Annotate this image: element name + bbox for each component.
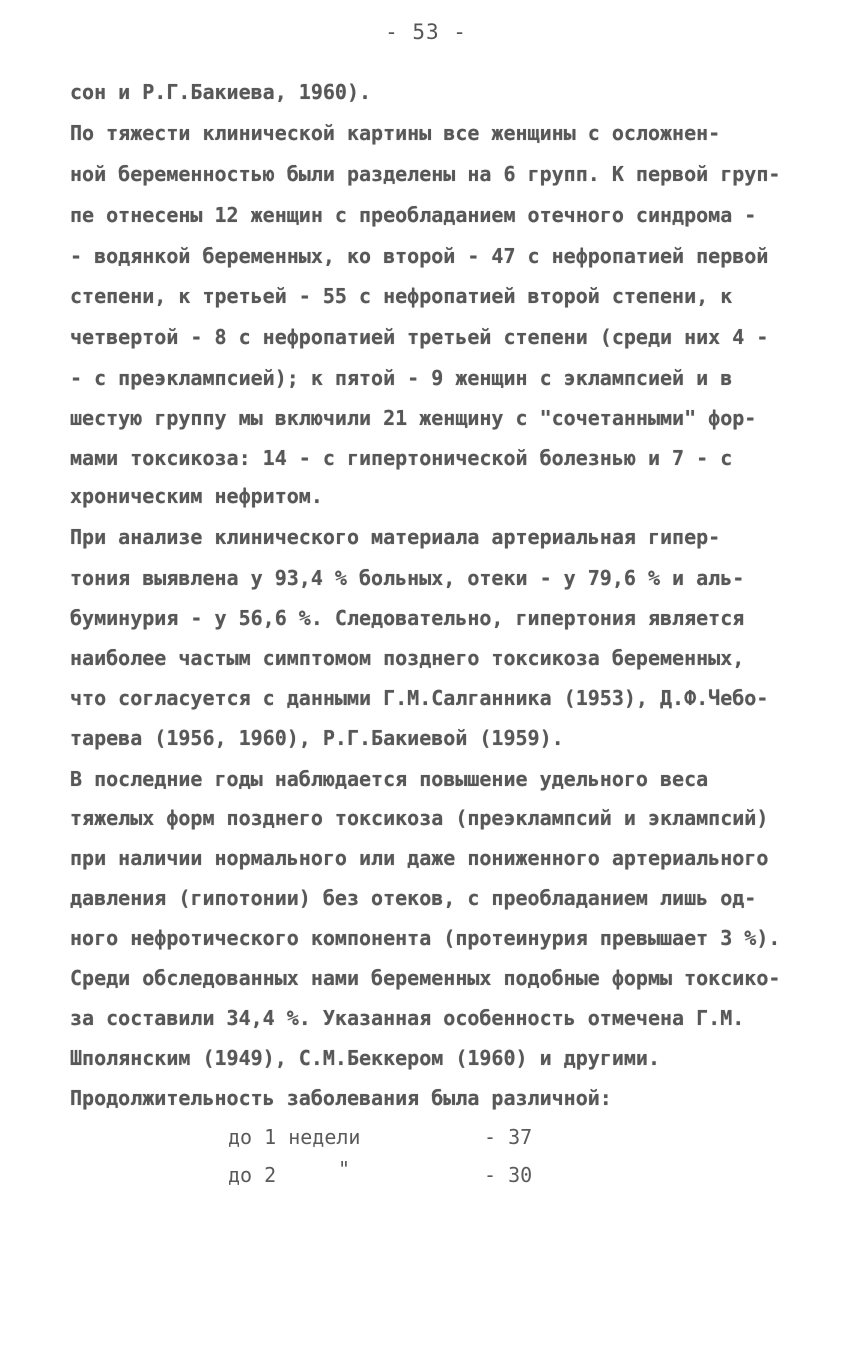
text-line: четвертой - 8 с нефропатией третьей степени (среди них 4 - bbox=[70, 325, 769, 349]
text-line: пе отнесены 12 женщин с преобладанием отечного синдрома - bbox=[70, 203, 757, 227]
text-line: тарева (1956, 1960), Р.Г.Бакиевой (1959). bbox=[70, 726, 564, 750]
text-line: при наличии нормального или даже пониженного артериального bbox=[70, 846, 769, 870]
page-number: - 53 - bbox=[385, 20, 467, 44]
text-line: - с преэклампсией); к пятой - 9 женщин с эклампсией и в bbox=[70, 366, 733, 390]
text-line: При анализе клинического материала артериальная гипер- bbox=[70, 525, 721, 549]
text-line: ного нефротического компонента (протеинурия превышает 3 %). bbox=[70, 926, 781, 950]
duration-period: до 2 bbox=[228, 1163, 277, 1187]
ditto-mark: " bbox=[338, 1157, 351, 1181]
text-line: тяжелых форм позднего токсикоза (преэклампсий и эклампсий) bbox=[70, 806, 769, 830]
text-line: Шполянским (1949), С.М.Беккером (1960) и другими. bbox=[70, 1046, 661, 1070]
text-line: за составили 34,4 %. Указанная особенность отмечена Г.М. bbox=[70, 1006, 745, 1030]
text-line: тония выявлена у 93,4 % больных, отеки - у 79,6 % и аль- bbox=[70, 566, 745, 590]
text-line: что согласуется с данными Г.М.Салганника (1953), Д.Ф.Чебо- bbox=[70, 686, 769, 710]
duration-count: - 37 bbox=[484, 1125, 533, 1149]
text-line: В последние годы наблюдается повышение удельного веса bbox=[70, 767, 709, 791]
text-line: буминурия - у 56,6 %. Следовательно, гипертония является bbox=[70, 606, 745, 630]
duration-count: - 30 bbox=[484, 1163, 533, 1187]
text-line: мами токсикоза: 14 - с гипертонической болезнью и 7 - с bbox=[70, 446, 733, 470]
text-line: хроническим нефритом. bbox=[70, 484, 323, 508]
text-line: По тяжести клинической картины все женщины с осложнен- bbox=[70, 121, 721, 145]
text-line: давления (гипотонии) без отеков, с преобладанием лишь од- bbox=[70, 886, 757, 910]
text-line: Продолжительность заболевания была различной: bbox=[70, 1086, 612, 1110]
duration-period: до 1 недели bbox=[228, 1125, 361, 1149]
text-line: Среди обследованных нами беременных подобные формы токсико- bbox=[70, 966, 781, 990]
text-line: наиболее частым симптомом позднего токсикоза беременных, bbox=[70, 646, 745, 670]
text-line: ной беременностью были разделены на 6 групп. К первой груп- bbox=[70, 162, 781, 186]
text-line: - водянкой беременных, ко второй - 47 с нефропатией первой bbox=[70, 244, 769, 268]
text-line: шестую группу мы включили 21 женщину с "сочетанными" фор- bbox=[70, 406, 757, 430]
text-line: сон и Р.Г.Бакиева, 1960). bbox=[70, 80, 372, 104]
text-line: степени, к третьей - 55 с нефропатией второй степени, к bbox=[70, 284, 733, 308]
